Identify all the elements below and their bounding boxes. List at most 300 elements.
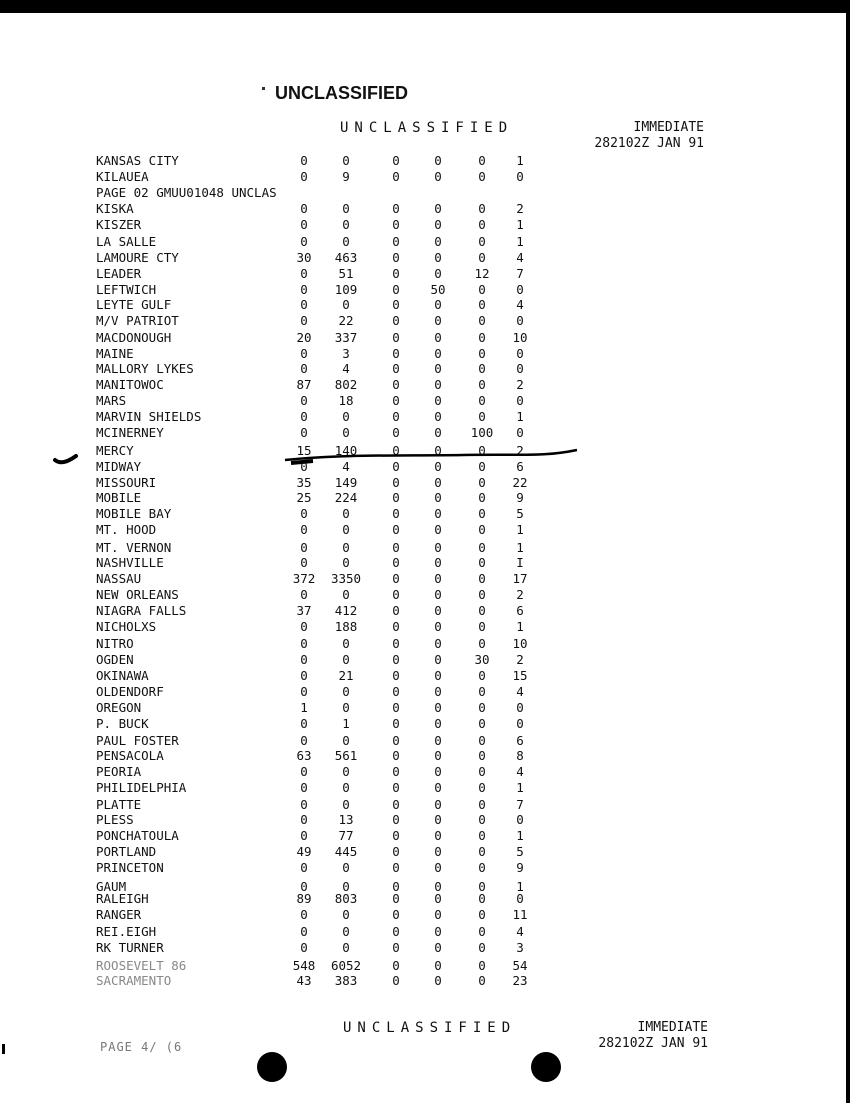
cell-value: 0 [392,603,400,618]
cell-value: 0 [392,522,400,537]
cell-value: 0 [434,619,442,634]
cell-value: 0 [478,153,486,168]
cell-value: 1 [516,153,524,168]
cell-value: 0 [516,361,524,376]
cell-value: 0 [300,409,308,424]
cell-value: 802 [334,377,358,392]
cell-value: 5 [516,506,524,521]
message-header [570,120,704,152]
cell-value: 4 [516,297,524,312]
cell-value: 0 [300,361,308,376]
cell-value: 0 [434,153,442,168]
cell-value: 0 [342,907,350,922]
cell-value: 140 [334,443,358,458]
cell-value: 0 [392,716,400,731]
ship-name: RK TURNER [96,940,164,955]
scan-mark [2,1044,5,1054]
ship-name: PLATTE [96,797,142,812]
cell-value: 2 [516,587,524,602]
strikethrough-line [283,448,579,468]
cell-value: 0 [434,860,442,875]
cell-value: 0 [300,297,308,312]
ship-name: OREGON [96,700,142,715]
ship-name: PEORIA [96,764,142,779]
cell-value: 0 [434,973,442,988]
cell-value: 0 [392,153,400,168]
cell-value: 0 [434,891,442,906]
cell-value: 0 [300,425,308,440]
cell-value: 0 [478,891,486,906]
cell-value: 0 [392,879,400,894]
cell-value: 0 [300,587,308,602]
cell-value: 1 [516,409,524,424]
classification-banner: UNCLASSIFIED [340,120,514,136]
cell-value: 51 [338,266,354,281]
cell-value: 0 [434,330,442,345]
ship-name: PRINCETON [96,860,164,875]
footer-message-header [570,1020,708,1052]
cell-value: 0 [392,797,400,812]
cell-value: 0 [392,475,400,490]
cell-value: 0 [478,636,486,651]
cell-value: 0 [392,425,400,440]
cell-value: 383 [334,973,358,988]
cell-value: 0 [392,587,400,602]
cell-value: 445 [334,844,358,859]
cell-value: 35 [296,475,312,490]
cell-value: 10 [512,330,528,345]
cell-value: 0 [300,668,308,683]
cell-value: 0 [516,169,524,184]
cell-value: 11 [512,907,528,922]
cell-value: 0 [478,313,486,328]
cell-value: 0 [392,330,400,345]
cell-value: 0 [342,425,350,440]
cell-value: 188 [334,619,358,634]
cell-value: 0 [392,555,400,570]
cell-value: 0 [478,361,486,376]
cell-value: 0 [434,361,442,376]
cell-value: 0 [478,733,486,748]
cell-value: 0 [300,282,308,297]
cell-value: 0 [342,652,350,667]
cell-value: 0 [434,603,442,618]
cell-value: 0 [342,764,350,779]
cell-value: 0 [434,377,442,392]
cell-value: 6 [516,459,524,474]
cell-value: 0 [392,540,400,555]
cell-value: 0 [300,540,308,555]
cell-value: 0 [300,169,308,184]
cell-value: 0 [478,250,486,265]
cell-value: 0 [342,217,350,232]
ship-name: PENSACOLA [96,748,164,763]
cell-value: 0 [300,393,308,408]
cell-value: 0 [478,973,486,988]
cell-value: 0 [478,346,486,361]
cell-value: 1 [342,716,350,731]
cell-value: 0 [300,780,308,795]
cell-value: 0 [434,297,442,312]
cell-value: 0 [434,201,442,216]
cell-value: 15 [296,443,312,458]
cell-value: 0 [434,409,442,424]
cell-value: 0 [478,475,486,490]
cell-value: 4 [342,361,350,376]
ship-name: PLESS [96,812,134,827]
cell-value: 0 [478,764,486,779]
cell-value: 0 [392,748,400,763]
cell-value: 0 [478,668,486,683]
cell-value: 0 [342,587,350,602]
ship-name: MOBILE [96,490,142,505]
cell-value: 4 [516,250,524,265]
cell-value: 0 [434,506,442,521]
cell-value: 0 [300,652,308,667]
cell-value: 0 [392,812,400,827]
cell-value: 1 [516,522,524,537]
classification-stamp: UNCLASSIFIED [275,83,409,103]
cell-value: 0 [434,924,442,939]
cell-value: 0 [434,490,442,505]
cell-value: 12 [474,266,490,281]
ship-name: MACDONOUGH [96,330,172,345]
cell-value: 0 [392,780,400,795]
cell-value: 20 [296,330,312,345]
cell-value: 0 [342,780,350,795]
cell-value: 0 [300,346,308,361]
cell-value: 2 [516,652,524,667]
ship-name: ROOSEVELT 86 [96,958,187,973]
cell-value: 0 [342,522,350,537]
cell-value: 0 [392,844,400,859]
check-mark [52,446,92,468]
cell-value: 1 [300,700,308,715]
cell-value: 23 [512,973,528,988]
cell-value: 15 [512,668,528,683]
ship-name: LA SALLE [96,234,157,249]
cell-value: 0 [392,700,400,715]
cell-value: 10 [512,636,528,651]
cell-value: 0 [434,217,442,232]
ship-name: PONCHATOULA [96,828,179,843]
cell-value: 0 [342,201,350,216]
ship-name: PHILIDELPHIA [96,780,187,795]
cell-value: 0 [478,748,486,763]
cell-value: 0 [342,540,350,555]
cell-value: 0 [392,346,400,361]
footer-precedence: IMMEDIATE [637,1020,708,1035]
cell-value: 0 [434,780,442,795]
cell-value: 0 [516,716,524,731]
cell-value: 0 [516,700,524,715]
cell-value: 0 [300,313,308,328]
cell-value: 0 [392,266,400,281]
cell-value: 0 [342,234,350,249]
cell-value: 7 [516,266,524,281]
cell-value: 3 [516,940,524,955]
cell-value: 0 [478,958,486,973]
cell-value: 6052 [330,958,362,973]
ship-name: LEFTWICH [96,282,157,297]
cell-value: 0 [300,879,308,894]
cell-value: 0 [392,506,400,521]
cell-value: 0 [434,844,442,859]
cell-value: 0 [300,733,308,748]
ship-name: LEADER [96,266,142,281]
cell-value: 0 [478,924,486,939]
ship-name: NASSAU [96,571,142,586]
cell-value: I [516,555,524,570]
cell-value: 0 [342,684,350,699]
cell-value: 0 [300,797,308,812]
cell-value: 463 [334,250,358,265]
binder-hole-right [531,1052,561,1082]
cell-value: 0 [392,940,400,955]
cell-value: 0 [300,201,308,216]
cell-value: 0 [300,266,308,281]
ship-name: OKINAWA [96,668,149,683]
cell-value: 0 [516,282,524,297]
cell-value: 1 [516,540,524,555]
cell-value: 0 [342,797,350,812]
cell-value: 6 [516,733,524,748]
cell-value: 372 [292,571,316,586]
cell-value: 0 [478,169,486,184]
cell-value: 0 [300,506,308,521]
cell-value: 30 [474,652,490,667]
cell-value: 109 [334,282,358,297]
cell-value: 49 [296,844,312,859]
ship-name: NEW ORLEANS [96,587,179,602]
ship-name: MT. VERNON [96,540,172,555]
cell-value: 337 [334,330,358,345]
ship-name: MARS [96,393,127,408]
cell-value: 0 [392,924,400,939]
cell-value: 18 [338,393,354,408]
cell-value: 0 [392,282,400,297]
cell-value: 0 [300,812,308,827]
cell-value: 30 [296,250,312,265]
cell-value: 0 [434,540,442,555]
cell-value: 3350 [330,571,362,586]
cell-value: 77 [338,828,354,843]
cell-value: 0 [300,940,308,955]
cell-value: 25 [296,490,312,505]
cell-value: 0 [434,797,442,812]
ship-name: PORTLAND [96,844,157,859]
ship-name: MAINE [96,346,134,361]
cell-value: 0 [300,522,308,537]
ship-name: LEYTE GULF [96,297,172,312]
ship-name: MT. HOOD [96,522,157,537]
cell-value: 9 [516,860,524,875]
cell-value: 0 [434,748,442,763]
cell-value: 0 [478,443,486,458]
cell-value: 0 [392,313,400,328]
ship-name: MALLORY LYKES [96,361,194,376]
cell-value: 0 [478,828,486,843]
ship-name: MARVIN SHIELDS [96,409,202,424]
cell-value: 0 [434,668,442,683]
cell-value: 0 [300,860,308,875]
cell-value: 0 [392,443,400,458]
cell-value: 0 [478,844,486,859]
cell-value: 17 [512,571,528,586]
cell-value: 0 [392,636,400,651]
ship-name: NASHVILLE [96,555,164,570]
cell-value: 0 [434,812,442,827]
cell-value: 0 [434,828,442,843]
top-scan-border [0,0,850,13]
cell-value: 4 [516,684,524,699]
cell-value: 0 [434,393,442,408]
cell-value: 0 [392,297,400,312]
page-line-text: PAGE 02 GMUU01048 UNCLAS [96,185,277,200]
ship-name: KANSAS CITY [96,153,179,168]
ship-name: NICHOLXS [96,619,157,634]
cell-value: 0 [434,879,442,894]
cell-value: 0 [434,234,442,249]
cell-value: 0 [434,587,442,602]
cell-value: 87 [296,377,312,392]
cell-value: 0 [392,201,400,216]
precedence: IMMEDIATE [633,120,704,135]
ship-name: RANGER [96,907,142,922]
cell-value: 0 [478,684,486,699]
cell-value: 0 [342,700,350,715]
cell-value: 0 [300,234,308,249]
cell-value: 8 [516,748,524,763]
ship-name: KISKA [96,201,134,216]
cell-value: 0 [478,540,486,555]
cell-value: 0 [392,377,400,392]
cell-value: 0 [478,217,486,232]
ship-name: MCINERNEY [96,425,164,440]
cell-value: 0 [478,812,486,827]
cell-value: 0 [392,619,400,634]
ship-name: SACRAMENTO [96,973,172,988]
cell-value: 0 [478,603,486,618]
ship-name: P. BUCK [96,716,149,731]
footer-date-time-group: 282102Z JAN 91 [598,1036,708,1051]
cell-value: 561 [334,748,358,763]
cell-value: 0 [392,571,400,586]
cell-value: 5 [516,844,524,859]
cell-value: 0 [478,555,486,570]
cell-value: 0 [434,907,442,922]
cell-value: 0 [300,684,308,699]
cell-value: 0 [300,907,308,922]
cell-value: 0 [478,409,486,424]
cell-value: 0 [434,700,442,715]
cell-value: 0 [478,716,486,731]
cell-value: 1 [516,780,524,795]
cell-value: 0 [434,313,442,328]
cell-value: 0 [516,891,524,906]
cell-value: 6 [516,603,524,618]
cell-value: 0 [392,973,400,988]
cell-value: 0 [392,907,400,922]
cell-value: 0 [392,684,400,699]
scan-mark [846,812,850,852]
cell-value: 0 [478,377,486,392]
cell-value: 412 [334,603,358,618]
cell-value: 0 [392,958,400,973]
cell-value: 0 [300,636,308,651]
cell-value: 224 [334,490,358,505]
cell-value: 1 [516,619,524,634]
ship-name: NIAGRA FALLS [96,603,187,618]
cell-value: 0 [434,522,442,537]
cell-value: 22 [338,313,354,328]
cell-value: 0 [478,587,486,602]
cell-value: 0 [342,924,350,939]
cell-value: 0 [434,266,442,281]
cell-value: 0 [392,490,400,505]
cell-value: 0 [342,860,350,875]
cell-value: 0 [434,652,442,667]
cell-value: 0 [478,330,486,345]
cell-value: 22 [512,475,528,490]
ship-name: MOBILE BAY [96,506,172,521]
cell-value: 0 [342,506,350,521]
page-marker: PAGE 4/ (6 [100,1040,183,1054]
cell-value: 89 [296,891,312,906]
cell-value: 0 [392,217,400,232]
cell-value: 0 [434,250,442,265]
cell-value: 0 [434,571,442,586]
cell-value: 0 [478,780,486,795]
ship-name: LAMOURE CTY [96,250,179,265]
cell-value: 0 [392,169,400,184]
cell-value: 0 [478,459,486,474]
cell-value: 0 [434,475,442,490]
cell-value: 0 [300,459,308,474]
ship-name: REI.EIGH [96,924,157,939]
cell-value: 0 [516,393,524,408]
cell-value: 0 [342,636,350,651]
cell-value: 0 [342,409,350,424]
cell-value: 3 [342,346,350,361]
cell-value: 63 [296,748,312,763]
cell-value: 0 [434,733,442,748]
cell-value: 0 [300,153,308,168]
cell-value: 0 [342,153,350,168]
ship-name: OLDENDORF [96,684,164,699]
ship-name: MISSOURI [96,475,157,490]
cell-value: 0 [434,443,442,458]
cell-value: 2 [516,201,524,216]
cell-value: 0 [392,393,400,408]
cell-value: 4 [516,764,524,779]
cell-value: 0 [392,250,400,265]
stamp-dot [262,87,265,90]
cell-value: 0 [516,346,524,361]
binder-hole-left [257,1052,287,1082]
cell-value: 0 [392,668,400,683]
cell-value: 0 [478,490,486,505]
cell-value: 0 [392,234,400,249]
cell-value: 0 [434,459,442,474]
cell-value: 0 [434,636,442,651]
ship-name: MANITOWOC [96,377,164,392]
cell-value: 0 [434,346,442,361]
cell-value: 0 [478,700,486,715]
cell-value: 0 [392,459,400,474]
cell-value: 0 [342,879,350,894]
cell-value: 0 [516,425,524,440]
